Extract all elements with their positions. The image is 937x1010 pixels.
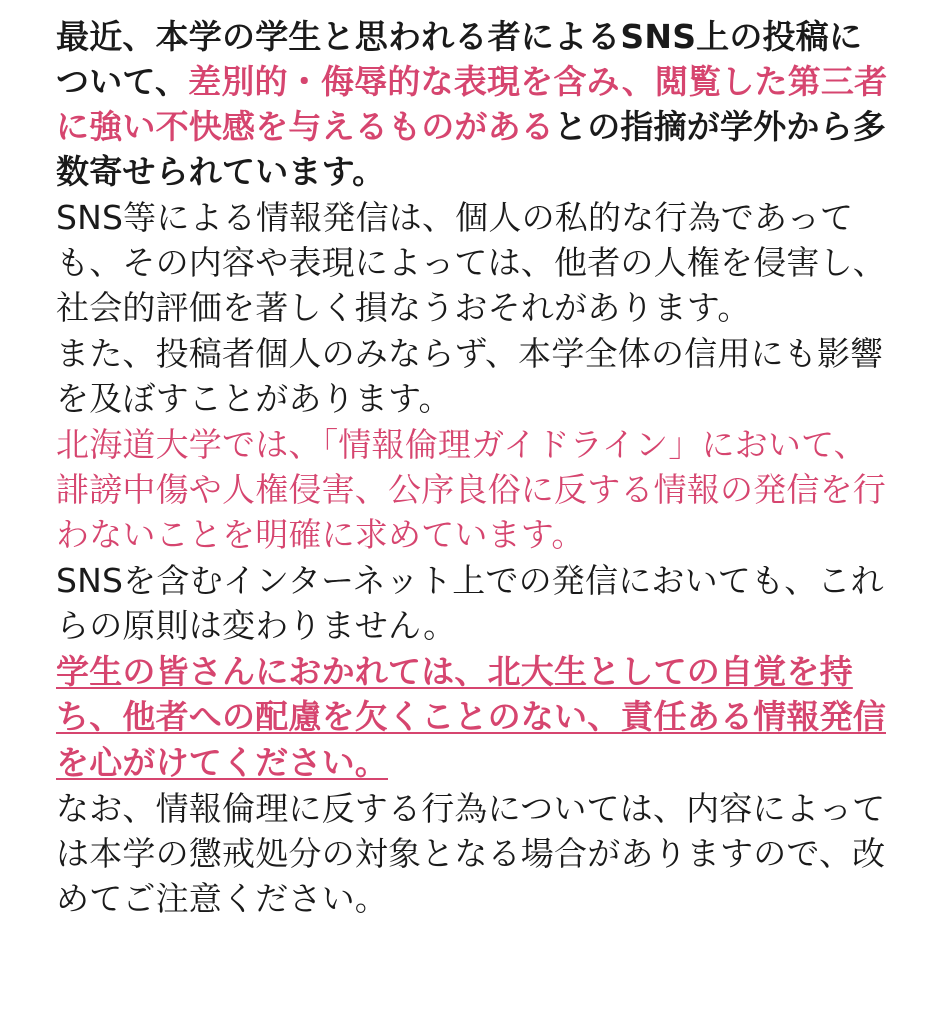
text-run-highlight: 北海道大学では、「情報倫理ガイドライン」において、誹謗中傷や人権侵害、公序良俗に反する情報の発信を行わないことを明確に求めています。 [56, 425, 886, 555]
paragraph-6 [56, 649, 893, 784]
text-run-highlight: 差別的・侮辱的な表現を含み、閲覧した第三者に強い不快感を与えるものがある [56, 62, 888, 147]
paragraph-7 [56, 786, 893, 921]
text-run: 本学の学生と思われる者によるSNS上の投稿について、 [56, 17, 863, 102]
text-run: SNS等による情報発信は、個人の私的な行為であっても、その内容や表現によっては、他者の人権を侵害し、社会的評価を著しく損なうおそれがあります。 [56, 198, 886, 328]
paragraph-4 [56, 422, 893, 557]
paragraph-3 [56, 331, 893, 421]
text-run: また、投稿者個人のみならず、本学全体の信用にも影響を及ぼすことがあります。 [56, 334, 884, 419]
paragraph-1 [56, 14, 893, 194]
text-run: 最近、 [56, 17, 156, 56]
paragraph-2 [56, 195, 893, 330]
paragraph-5 [56, 558, 893, 648]
text-run: SNSを含むインターネット上での発信においても、これらの原則は変わりません。 [56, 561, 884, 646]
text-run: なお、情報倫理に反する行為については、内容によっては本学の懲戒処分の対象となる場合がありますので、改めてご注意ください。 [56, 788, 886, 918]
text-run: との指摘が学外から多数寄せられています。 [56, 107, 886, 192]
text-run-emphasis: 学生の皆さんにおかれては、北大生としての自覚を持ち、他者への配慮を欠くことのない、責任ある情報発信を心がけてください。 [56, 652, 886, 782]
